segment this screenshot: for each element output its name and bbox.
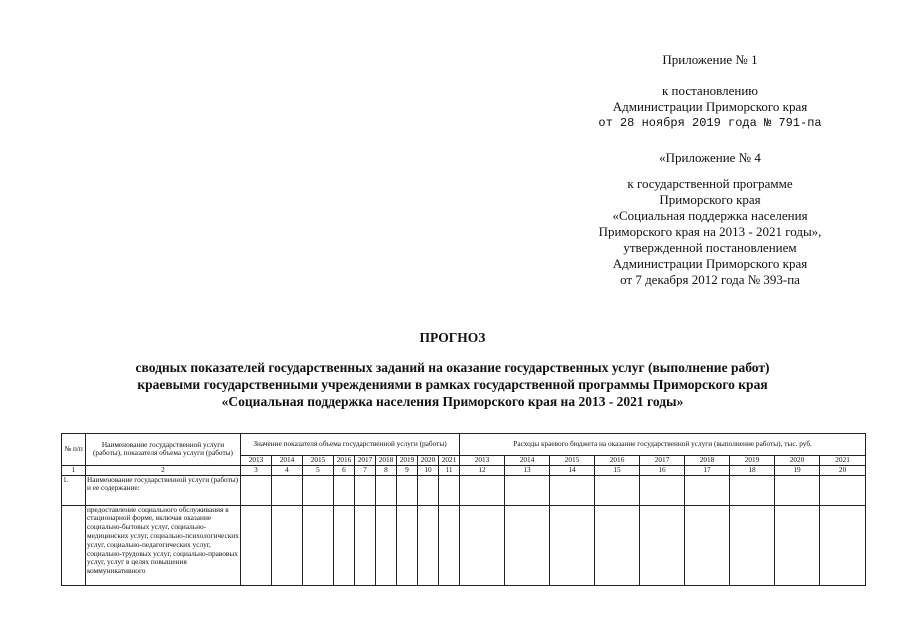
column-number-10: 10	[418, 465, 439, 475]
empty-cell	[685, 475, 730, 505]
cost-year-2014: 2014	[505, 456, 550, 466]
column-number-1: 1	[62, 465, 86, 475]
decree-date-stamp: от 28 ноября 2019 года № 791-па	[598, 116, 822, 130]
empty-cell	[355, 475, 376, 505]
value-year-2018: 2018	[376, 456, 397, 466]
header-values: Значение показателя объема государственной услуги (работы)	[241, 434, 460, 456]
empty-cell	[303, 475, 334, 505]
column-number-8: 8	[376, 465, 397, 475]
empty-cell	[640, 505, 685, 585]
title-line1: сводных показателей государственных заданий на оказание государственных услуг (выполнение работ)	[135, 360, 770, 375]
empty-cell	[439, 505, 460, 585]
cost-year-2018: 2018	[685, 456, 730, 466]
title-line2: краевыми государственными учреждениями в рамках государственной программы Приморского края	[137, 377, 768, 392]
cost-year-2020: 2020	[775, 456, 820, 466]
empty-cell	[730, 505, 775, 585]
empty-cell	[505, 475, 550, 505]
header-no: № п/п	[62, 434, 86, 466]
empty-cell	[418, 475, 439, 505]
decree-issuer: Администрации Приморского края	[612, 99, 808, 114]
program-date: от 7 декабря 2012 года № 393-па	[620, 272, 800, 287]
empty-cell	[595, 475, 640, 505]
empty-cell	[355, 505, 376, 585]
empty-cell	[397, 475, 418, 505]
decree-reference: к постановлению	[661, 83, 759, 98]
empty-cell	[241, 475, 272, 505]
empty-cell	[820, 475, 866, 505]
empty-cell	[775, 505, 820, 585]
empty-cell	[550, 475, 595, 505]
value-year-2020: 2020	[418, 456, 439, 466]
empty-cell	[460, 505, 505, 585]
value-year-2014: 2014	[272, 456, 303, 466]
header-service-name: Наименование государственной услуги (работы), показателя объема услуги (работы)	[86, 434, 241, 466]
empty-cell	[460, 475, 505, 505]
column-number-11: 11	[439, 465, 460, 475]
column-number-5: 5	[303, 465, 334, 475]
value-year-2016: 2016	[334, 456, 355, 466]
column-number-2: 2	[86, 465, 241, 475]
column-number-16: 16	[640, 465, 685, 475]
empty-cell	[685, 505, 730, 585]
column-number-12: 12	[460, 465, 505, 475]
column-number-7: 7	[355, 465, 376, 475]
empty-cell	[376, 475, 397, 505]
row2-text: предоставление социального обслуживания в стационарной форме, включая оказание социально-бытовых услуг, социально-медицинских услуг, социально-психологических услуг, социально-педагогических услуг, социально-трудовых услуг, социально-правовых услуг, услуг в целях повышения коммуникативного	[86, 505, 241, 585]
column-number-17: 17	[685, 465, 730, 475]
empty-cell	[505, 505, 550, 585]
column-number-9: 9	[397, 465, 418, 475]
cost-year-2021: 2021	[820, 456, 866, 466]
program-name-line1: «Социальная поддержка населения	[612, 208, 808, 223]
column-number-6: 6	[334, 465, 355, 475]
value-year-2013: 2013	[241, 456, 272, 466]
empty-cell	[272, 505, 303, 585]
empty-cell	[820, 505, 866, 585]
empty-cell	[439, 475, 460, 505]
column-number-14: 14	[550, 465, 595, 475]
empty-cell	[550, 505, 595, 585]
program-issuer: Администрации Приморского края	[612, 256, 808, 271]
row1-text: Наименование государственной услуги (работы) и ее содержание:	[86, 475, 241, 505]
empty-cell	[241, 505, 272, 585]
program-region: Приморского края	[659, 192, 761, 207]
cost-year-2013: 2013	[460, 456, 505, 466]
empty-cell	[334, 475, 355, 505]
column-number-20: 20	[820, 465, 866, 475]
empty-cell	[730, 475, 775, 505]
column-number-13: 13	[505, 465, 550, 475]
row1-number: 1.	[62, 475, 86, 505]
empty-cell	[595, 505, 640, 585]
empty-cell	[775, 475, 820, 505]
title-main: ПРОГНОЗ	[419, 330, 486, 345]
title-line3: «Социальная поддержка населения Приморского края на 2013 - 2021 годы»	[221, 394, 684, 409]
attachment-header	[560, 52, 860, 131]
cost-year-2019: 2019	[730, 456, 775, 466]
program-approved-by: утвержденной постановлением	[623, 240, 797, 255]
attachment-number: Приложение № 1	[662, 52, 758, 67]
program-attachment-number: «Приложение № 4	[659, 150, 761, 165]
program-attachment-header	[555, 150, 865, 288]
forecast-table	[61, 433, 866, 586]
empty-cell	[334, 505, 355, 585]
column-number-18: 18	[730, 465, 775, 475]
table-header-row	[62, 434, 866, 456]
empty-cell	[640, 475, 685, 505]
value-year-2015: 2015	[303, 456, 334, 466]
program-name-line2: Приморского края на 2013 - 2021 годы»,	[598, 224, 822, 239]
empty-cell	[418, 505, 439, 585]
column-number-15: 15	[595, 465, 640, 475]
empty-cell	[272, 475, 303, 505]
value-year-2017: 2017	[355, 456, 376, 466]
empty-cell	[376, 505, 397, 585]
row2-number	[62, 505, 86, 585]
cost-year-2016: 2016	[595, 456, 640, 466]
table-numbers-row	[62, 465, 866, 475]
column-number-19: 19	[775, 465, 820, 475]
value-year-2019: 2019	[397, 456, 418, 466]
table-row	[62, 505, 866, 585]
program-reference: к государственной программе	[627, 176, 793, 191]
value-year-2021: 2021	[439, 456, 460, 466]
table-row	[62, 475, 866, 505]
document-title	[0, 329, 905, 410]
empty-cell	[303, 505, 334, 585]
cost-year-2017: 2017	[640, 456, 685, 466]
cost-year-2015: 2015	[550, 456, 595, 466]
empty-cell	[397, 505, 418, 585]
column-number-3: 3	[241, 465, 272, 475]
column-number-4: 4	[272, 465, 303, 475]
header-costs: Расходы краевого бюджета на оказание государственной услуги (выполнение работы), тыс. руб.	[460, 434, 866, 456]
